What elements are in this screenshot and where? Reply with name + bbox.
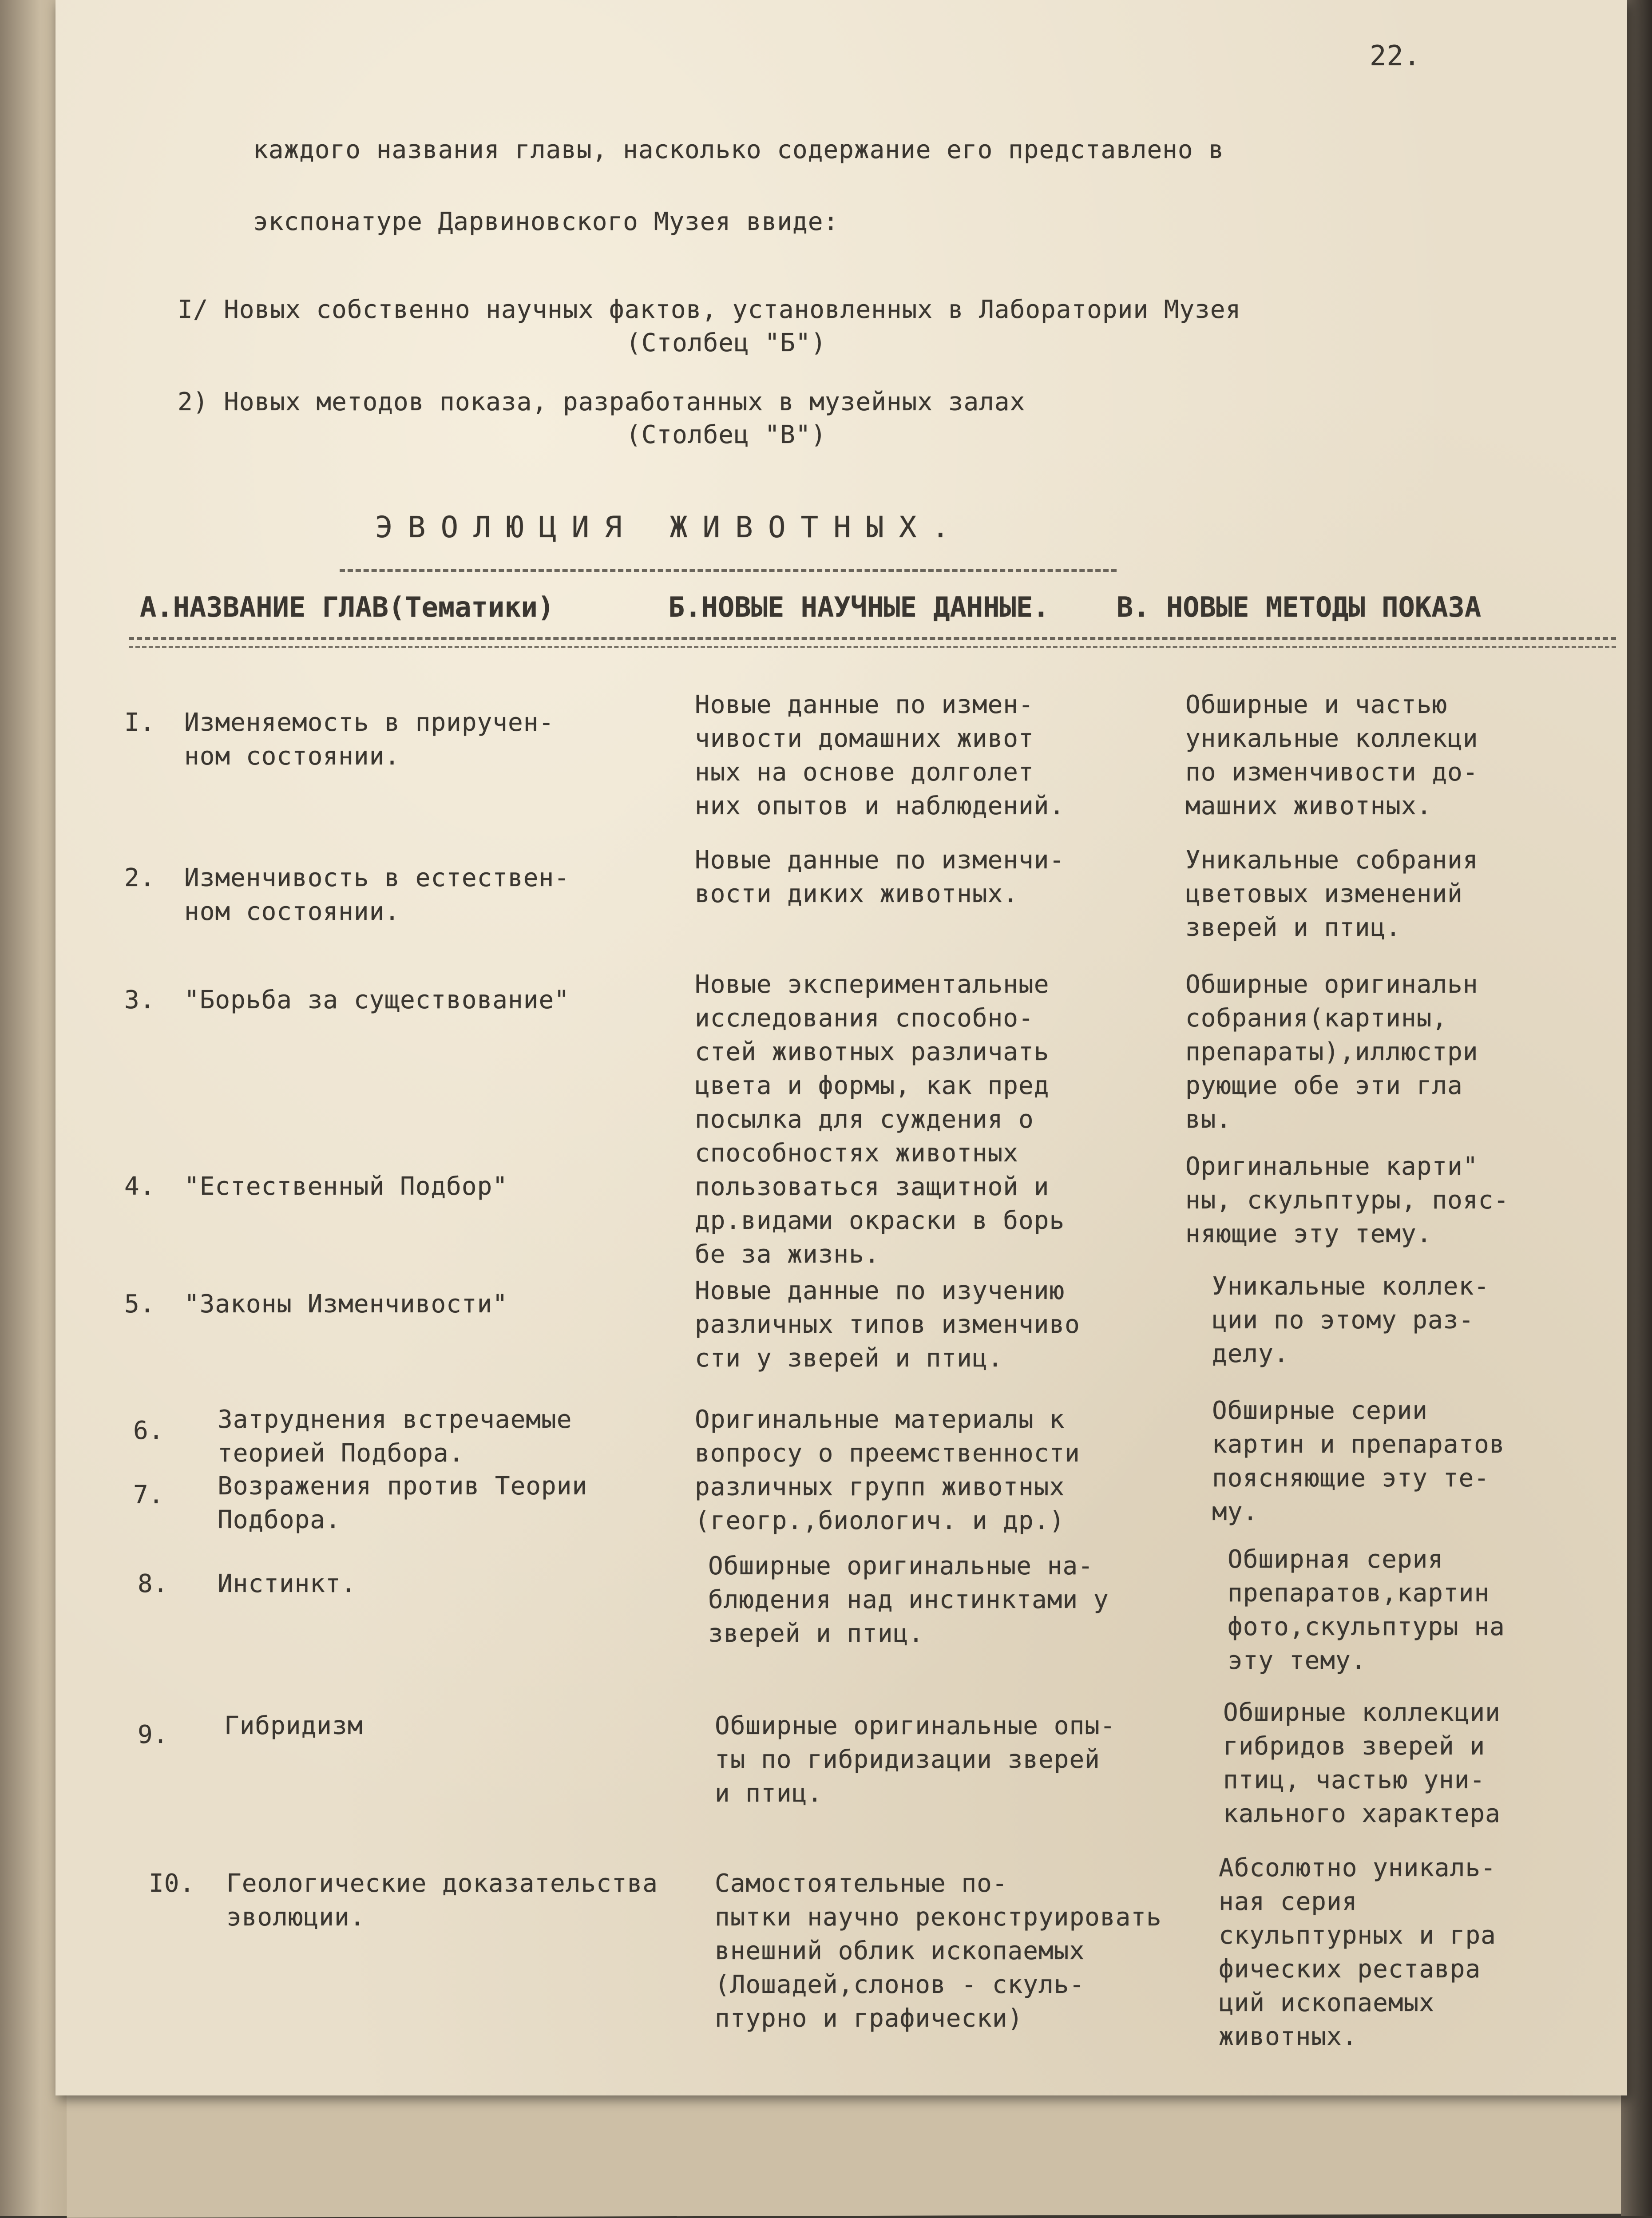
row-number: 7. [133,1481,164,1509]
section-title-underline [340,569,1117,572]
intro-item-1: I/ Новых собственно научных фактов, установленных в Лаборатории Музея [178,295,1241,324]
row-new-data: Оригинальные материалы к вопросу о преемственности различных групп животных (геогр.,биологич. и др.) [695,1405,1080,1535]
row-display-methods: Уникальные коллек- ции по этому раз- делу. [1212,1272,1490,1368]
row-number: 3. [124,986,155,1014]
row-number: 6. [133,1416,164,1445]
row-title: Геологические доказательства эволюции. [226,1869,658,1932]
row-display-methods: Обширная серия препаратов,картин фото,скульптуры на эту тему. [1228,1545,1505,1675]
row-new-data: Новые данные по измен- чивости домашних живот ных на основе долголет них опытов и наблюдений. [695,690,1065,820]
header-double-rule-bottom [129,646,1616,648]
row-title: Изменчивость в естествен- ном состоянии. [184,863,570,926]
row-title: Возражения против Теории Подбора. [218,1472,588,1534]
row-number: I0. [149,1869,195,1898]
row-title: "Законы Изменчивости" [184,1290,508,1319]
row-title: Инстинкт. [218,1569,357,1598]
row-display-methods: Оригинальные карти" ны, скульптуры, пояс- няющие эту тему. [1185,1152,1509,1248]
row-new-data: Обширные оригинальные опы- ты по гибридизации зверей и птиц. [715,1711,1116,1808]
row-title: "Борьба за существование" [184,986,570,1014]
document-page [55,0,1627,2095]
row-number: 2. [124,863,155,892]
row-display-methods: Обширные серии картин и препаратов поясняющие эту те- му. [1212,1396,1505,1526]
section-title: ЭВОЛЮЦИЯ ЖИВОТНЫХ. [375,510,965,544]
row-number: 4. [124,1172,155,1201]
header-double-rule-top [129,637,1616,640]
row-title: Затруднения встречаемые теорией Подбора. [218,1405,572,1468]
row-title: Изменяемость в приручен- ном состоянии. [184,708,555,771]
row-new-data: Самостоятельные по- пытки научно реконструировать внешний облик ископаемых (Лошадей,слонов - скуль- птурно и графически) [715,1869,1162,2033]
intro-item-2-note: (Столбец "В") [626,420,827,449]
row-number: 9. [138,1720,169,1749]
row-number: 5. [124,1290,155,1319]
row-number: 8. [138,1569,169,1598]
row-new-data: Обширные оригинальные на- блюдения над инстинктами у зверей и птиц. [708,1552,1109,1648]
row-new-data: Новые данные по изменчи- вости диких животных. [695,846,1065,908]
page-number: 22. [1370,40,1421,72]
row-title: Гибридизм [224,1711,363,1740]
row-title: "Естественный Подбор" [184,1172,508,1201]
column-header-a: А.НАЗВАНИЕ ГЛАВ(Тематики) [140,591,555,623]
column-header-c: В. НОВЫЕ МЕТОДЫ ПОКАЗА [1117,591,1482,623]
intro-item-1-note: (Столбец "Б") [626,329,827,357]
row-display-methods: Обширные коллекции гибридов зверей и птиц, частью уни- кального характера [1223,1698,1501,1828]
column-header-b: Б.НОВЫЕ НАУЧНЫЕ ДАННЫЕ. [668,591,1050,623]
row-display-methods: Обширные и частью уникальные коллекци по изменчивости до- машних животных. [1185,690,1478,820]
intro-line-2: экспонатуре Дарвиновского Музея ввиде: [253,207,839,236]
row-display-methods: Абсолютно уникаль- ная серия скульптурных и гра фических реставра ций ископаемых животных. [1219,1854,1496,2051]
row-new-data: Новые данные по изучению различных типов изменчиво сти у зверей и птиц. [695,1276,1080,1373]
row-display-methods: Обширные оригинальн собрания(картины, препараты),иллюстри рующие обе эти гла вы. [1185,970,1478,1134]
intro-item-2: 2) Новых методов показа, разработанных в музейных залах [178,388,1026,416]
intro-line-1: каждого названия главы, насколько содержание его представлено в [253,135,1224,164]
row-new-data: Новые экспериментальные исследования способно- стей животных различать цвета и формы, как пред посылка для суждения о способностях животных пользоваться защитной и др.видами окраски в борь бе за жизнь. [695,970,1065,1269]
row-display-methods: Уникальные собрания цветовых изменений зверей и птиц. [1185,846,1478,942]
row-number: I. [124,708,155,737]
